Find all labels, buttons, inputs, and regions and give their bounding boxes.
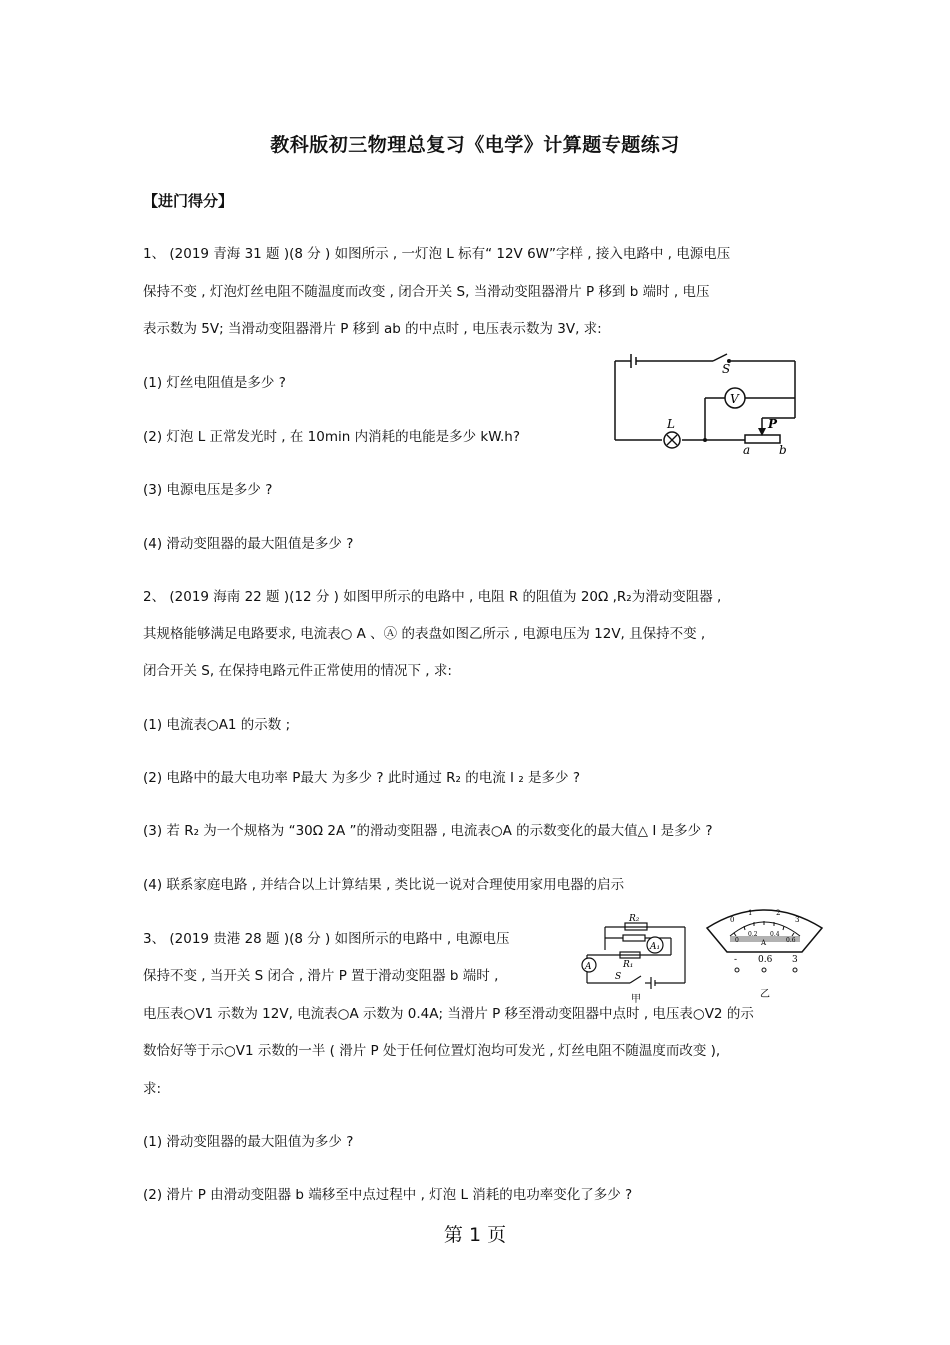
q2-terminal-minus: - xyxy=(734,955,738,965)
document-title: 教科版初三物理总复习《电学》计算题专题练习 xyxy=(270,134,680,156)
q2-part-2: (2) 电路中的最大电功率 P最大 为多少 ? 此时通过 R₂ 的电流 I ₂ 是多少 ? xyxy=(143,770,580,786)
q3-part-1: (1) 滑动变阻器的最大阻值为多少 ? xyxy=(143,1134,354,1150)
q2-dial-top-0: 0 xyxy=(730,916,735,924)
q2-dial-bottom-0: 0 xyxy=(735,937,739,944)
q2-figure-yi-caption: 乙 xyxy=(760,989,770,1000)
q3-text-line-5: 求: xyxy=(143,1081,162,1097)
section-heading: 【进门得分】 xyxy=(143,192,234,210)
q2-dial-bottom-2: 0.4 xyxy=(770,931,780,938)
q2-switch-label: S xyxy=(615,972,622,982)
q1-end-a-label: a xyxy=(743,443,751,457)
q2-ammeter-a-label: A xyxy=(585,962,592,972)
q1-switch-label: S xyxy=(722,362,731,376)
q1-slider-label: P xyxy=(768,417,778,431)
q1-part-4: (4) 滑动变阻器的最大阻值是多少 ? xyxy=(143,536,354,552)
q2-part-4: (4) 联系家庭电路 , 并结合以上计算结果 , 类比说一说对合理使用家用电器的启示 xyxy=(143,877,625,893)
q1-voltmeter-label: V xyxy=(730,392,739,406)
q2-text-line-1: 2、 (2019 海南 22 题 )(12 分 ) 如图甲所示的电路中 , 电阻 R 的阻值为 20Ω ,R₂为滑动变阻器 , xyxy=(143,589,722,605)
q1-circuit-diagram xyxy=(605,350,805,460)
q2-part-1: (1) 电流表○A1 的示数 ; xyxy=(143,717,291,733)
q2-ammeter-a1-label: A₁ xyxy=(650,942,661,952)
page-number: 第 1 页 xyxy=(443,1224,507,1246)
q1-part-3: (3) 电源电压是多少 ? xyxy=(143,482,273,498)
q2-dial-top-3: 3 xyxy=(795,916,800,924)
q3-text-line-4: 数恰好等于示○V1 示数的一半 ( 滑片 P 处于任何位置灯泡均可发光 , 灯丝电阻不随温度而改变 ), xyxy=(143,1043,721,1059)
q2-ammeter-dial-yi xyxy=(702,900,827,1000)
q2-dial-top-2: 2 xyxy=(776,909,781,917)
q1-end-b-label: b xyxy=(779,443,787,457)
q1-part-2: (2) 灯泡 L 正常发光时 , 在 10min 内消耗的电能是多少 kW.h? xyxy=(143,429,521,445)
q1-part-1: (1) 灯丝电阻值是多少 ? xyxy=(143,375,286,391)
q2-dial-top-1: 1 xyxy=(748,909,753,917)
q3-text-line-1: 3、 (2019 贵港 28 题 )(8 分 ) 如图所示的电路中 , 电源电压 xyxy=(143,931,510,947)
q2-text-line-2: 其规格能够满足电路要求, 电流表○ A 、Ⓐ 的表盘如图乙所示 , 电源电压为 12V, 且保持不变 , xyxy=(143,626,706,642)
q2-part-3: (3) 若 R₂ 为一个规格为 “30Ω 2A ”的滑动变阻器 , 电流表○A 的示数变化的最大值△ I 是多少 ? xyxy=(143,823,713,839)
q2-terminal-0-6: 0.6 xyxy=(758,955,773,965)
q2-circuit-diagram-jia xyxy=(575,905,700,1005)
q1-lamp-label: L xyxy=(667,417,675,431)
q2-terminal-3: 3 xyxy=(792,955,798,965)
q1-text-line-2: 保持不变 , 灯泡灯丝电阻不随温度而改变 , 闭合开关 S, 当滑动变阻器滑片 P 移到 b 端时 , 电压 xyxy=(143,284,710,300)
q1-text-line-1: 1、 (2019 青海 31 题 )(8 分 ) 如图所示 , 一灯泡 L 标有“ 12V 6W”字样 , 接入电路中 , 电源电压 xyxy=(143,246,731,262)
q1-text-line-3: 表示数为 5V; 当滑动变阻器滑片 P 移到 ab 的中点时 , 电压表示数为 3V, 求: xyxy=(143,321,602,337)
q3-text-line-3: 电压表○V1 示数为 12V, 电流表○A 示数为 0.4A; 当滑片 P 移至滑动变阻器中点时 , 电压表○V2 的示 xyxy=(143,1006,754,1022)
q2-dial-unit: A xyxy=(761,939,767,947)
q3-part-2: (2) 滑片 P 由滑动变阻器 b 端移至中点过程中 , 灯泡 L 消耗的电功率变化了多少 ? xyxy=(143,1187,633,1203)
q2-r2-label: R₂ xyxy=(629,914,640,924)
q2-text-line-3: 闭合开关 S, 在保持电路元件正常使用的情况下 , 求: xyxy=(143,663,452,679)
q2-r1-label: R₁ xyxy=(623,960,634,970)
q2-figure-jia-caption: 甲 xyxy=(631,994,641,1005)
q2-dial-bottom-3: 0.6 xyxy=(786,937,796,944)
q2-dial-bottom-1: 0.2 xyxy=(748,931,758,938)
q3-text-line-2: 保持不变 , 当开关 S 闭合 , 滑片 P 置于滑动变阻器 b 端时 , xyxy=(143,968,499,984)
